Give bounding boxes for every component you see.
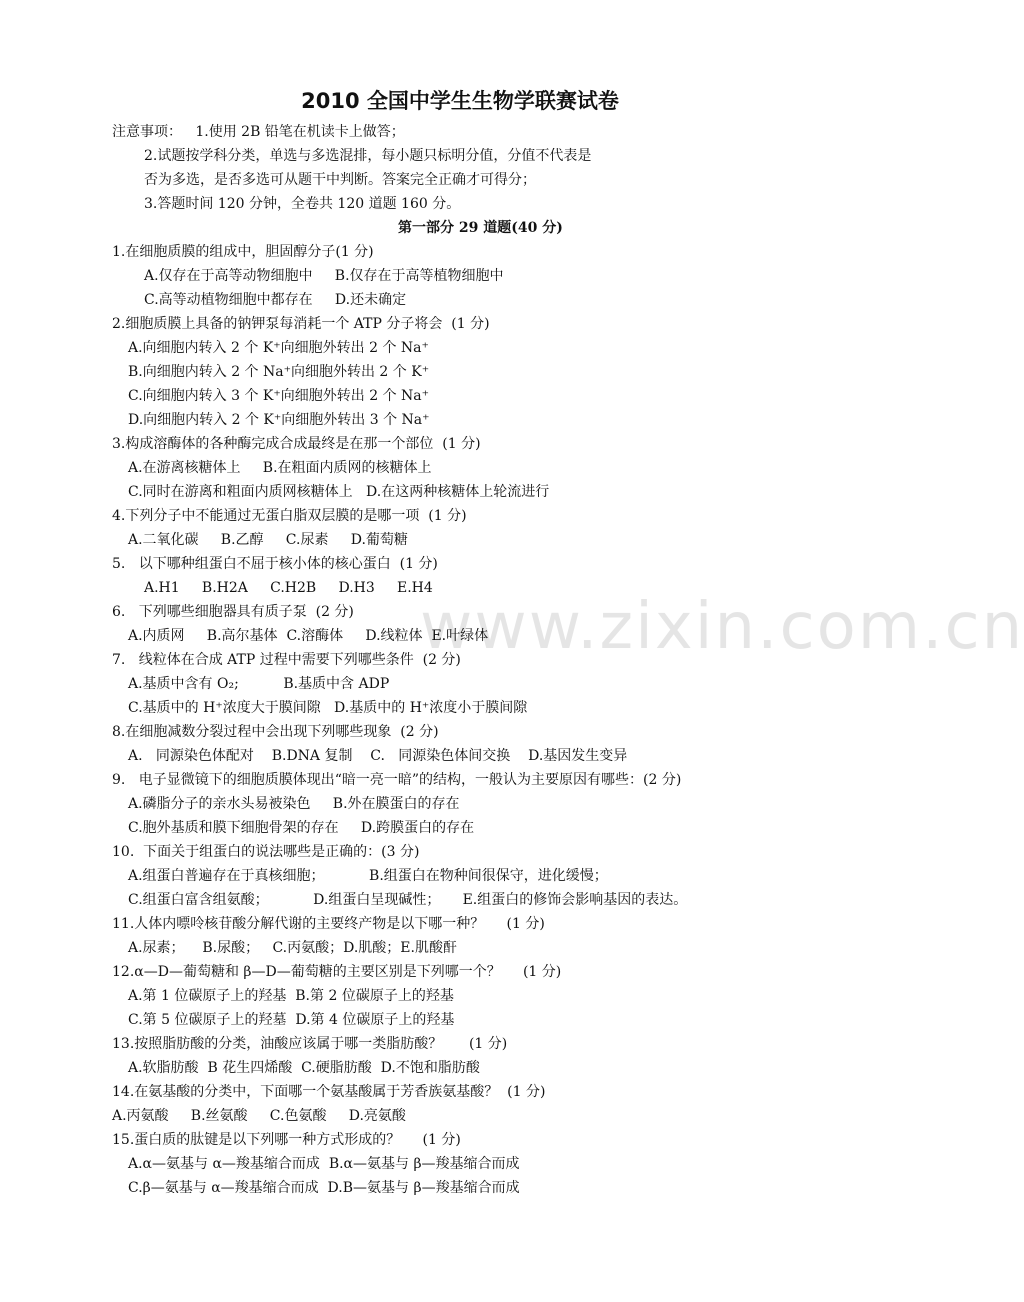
text-line: A.丙氨酸 B.丝氨酸 C.色氨酸 D.亮氨酸 <box>112 1108 406 1124</box>
watermark: www.zixin.com.cn <box>420 590 1024 664</box>
text-line: 7. 线粒体在合成 ATP 过程中需要下列哪些条件 (2 分) <box>112 652 461 668</box>
text-line: A. 同源染色体配对 B.DNA 复制 C. 同源染色体间交换 D.基因发生变异 <box>128 748 628 764</box>
text-line: 15.蛋白质的肽键是以下列哪一种方式形成的？ (1 分) <box>112 1132 461 1148</box>
text-line: 2.细胞质膜上具备的钠钾泵每消耗一个 ATP 分子将会 (1 分) <box>112 316 490 332</box>
text-line: 3.答题时间 120 分钟，全卷共 120 道题 160 分。 <box>144 196 461 212</box>
text-line: A.基质中含有 O₂; B.基质中含 ADP <box>128 676 390 692</box>
text-line: C.β—氨基与 α—羧基缩合而成 D.B—氨基与 β—羧基缩合而成 <box>128 1180 520 1196</box>
text-line: A.二氧化碳 B.乙醇 C.尿素 D.葡萄糖 <box>128 532 408 548</box>
text-line: A.H1 B.H2A C.H2B D.H3 E.H4 <box>144 580 433 596</box>
text-line: A.向细胞内转入 2 个 K⁺向细胞外转出 2 个 Na⁺ <box>128 340 429 356</box>
section-heading: 第一部分 29 道题(40 分) <box>398 220 563 236</box>
text-line: C.第 5 位碳原子上的羟墓 D.第 4 位碳原子上的羟基 <box>128 1012 455 1028</box>
text-line: 10. 下面关于组蛋白的说法哪些是正确的：(3 分) <box>112 844 420 860</box>
text-line: 5. 以下哪种组蛋白不屈于核小体的核心蛋白 (1 分) <box>112 556 438 572</box>
text-line: A.α—氨基与 α—羧基缩合而成 B.α—氨基与 β—羧基缩合而成 <box>128 1156 520 1172</box>
text-line: 14.在氨基酸的分类中，下面哪一个氨基酸属于芳香族氨基酸？ (1 分) <box>112 1084 546 1100</box>
text-line: 11.人体内嘌呤核苷酸分解代谢的主要终产物是以下哪一种？ (1 分) <box>112 916 545 932</box>
text-line: A.软脂肪酸 B 花生四烯酸 C.硬脂肪酸 D.不饱和脂肪酸 <box>128 1060 480 1076</box>
text-line: 9. 电子显微镜下的细胞质膜体现出“暗一亮一暗”的结构，一般认为主要原因有哪些：(2 分) <box>112 772 682 788</box>
text-line: C.向细胞内转入 3 个 K⁺向细胞外转出 2 个 Na⁺ <box>128 388 430 404</box>
text-line: C.胞外基质和膜下细胞骨架的存在 D.跨膜蛋白的存在 <box>128 820 475 836</box>
text-line: A.在游离核糖体上 B.在粗面内质网的核糖体上 <box>128 460 432 476</box>
text-line: A.组蛋白普遍存在于真核细胞； B.组蛋白在物种间很保守，进化缓慢； <box>128 868 608 884</box>
text-line: A.仅存在于高等动物细胞中 B.仅存在于高等植物细胞中 <box>144 268 504 284</box>
text-line: 6. 下列哪些细胞器具有质子泵 (2 分) <box>112 604 354 620</box>
text-line: 1.在细胞质膜的组成中，胆固醇分子(1 分) <box>112 244 374 260</box>
text-line: A.第 1 位碳原子上的羟基 B.第 2 位碳原子上的羟基 <box>128 988 454 1004</box>
text-line: 12.α—D—葡萄糖和 β—D—葡萄糖的主要区别是下列哪一个？ (1 分) <box>112 964 562 980</box>
text-line: B.向细胞内转入 2 个 Na⁺向细胞外转出 2 个 K⁺ <box>128 364 430 380</box>
text-line: A.尿素； B.尿酸； C.丙氨酸；D.肌酸；E.肌酸酐 <box>128 940 457 956</box>
text-line: 13.按照脂肪酸的分类，油酸应该属于哪一类脂肪酸？ (1 分) <box>112 1036 508 1052</box>
text-line: C.组蛋白富含组氨酸； D.组蛋白呈现碱性； E.组蛋白的修饰会影响基因的表达。 <box>128 892 688 908</box>
text-line: 4.下列分子中不能通过无蛋白脂双层膜的是哪一项 (1 分) <box>112 508 467 524</box>
text-line: A.内质网 B.高尔基体 C.溶酶体 D.线粒体 E.叶绿体 <box>128 628 489 644</box>
text-line: A.磷脂分子的亲水头易被染色 B.外在膜蛋白的存在 <box>128 796 460 812</box>
text-line: D.向细胞内转入 2 个 K⁺向细胞外转出 3 个 Na⁺ <box>128 412 430 428</box>
text-line: C.高等动植物细胞中都存在 D.还未确定 <box>144 292 407 308</box>
text-line: 3.构成溶酶体的各种酶完成合成最终是在那一个部位 (1 分) <box>112 436 481 452</box>
text-line: 否为多选，是否多选可从题干中判断。答案完全正确才可得分； <box>144 172 536 188</box>
text-line: 8.在细胞减数分裂过程中会出现下列哪些现象 (2 分) <box>112 724 439 740</box>
page-title: 2010 全国中学生生物学联赛试卷 <box>301 89 619 113</box>
text-line: 2.试题按学科分类，单选与多选混排，每小题只标明分值，分值不代表是 <box>144 148 592 164</box>
text-line: C.同时在游离和粗面内质网核糖体上 D.在这两种核糖体上轮流进行 <box>128 484 550 500</box>
text-line: C.基质中的 H⁺浓度大于膜间隙 D.基质中的 H⁺浓度小于膜间隙 <box>128 700 528 716</box>
text-line: 注意事项： 1.使用 2B 铅笔在机读卡上做答； <box>112 124 405 140</box>
